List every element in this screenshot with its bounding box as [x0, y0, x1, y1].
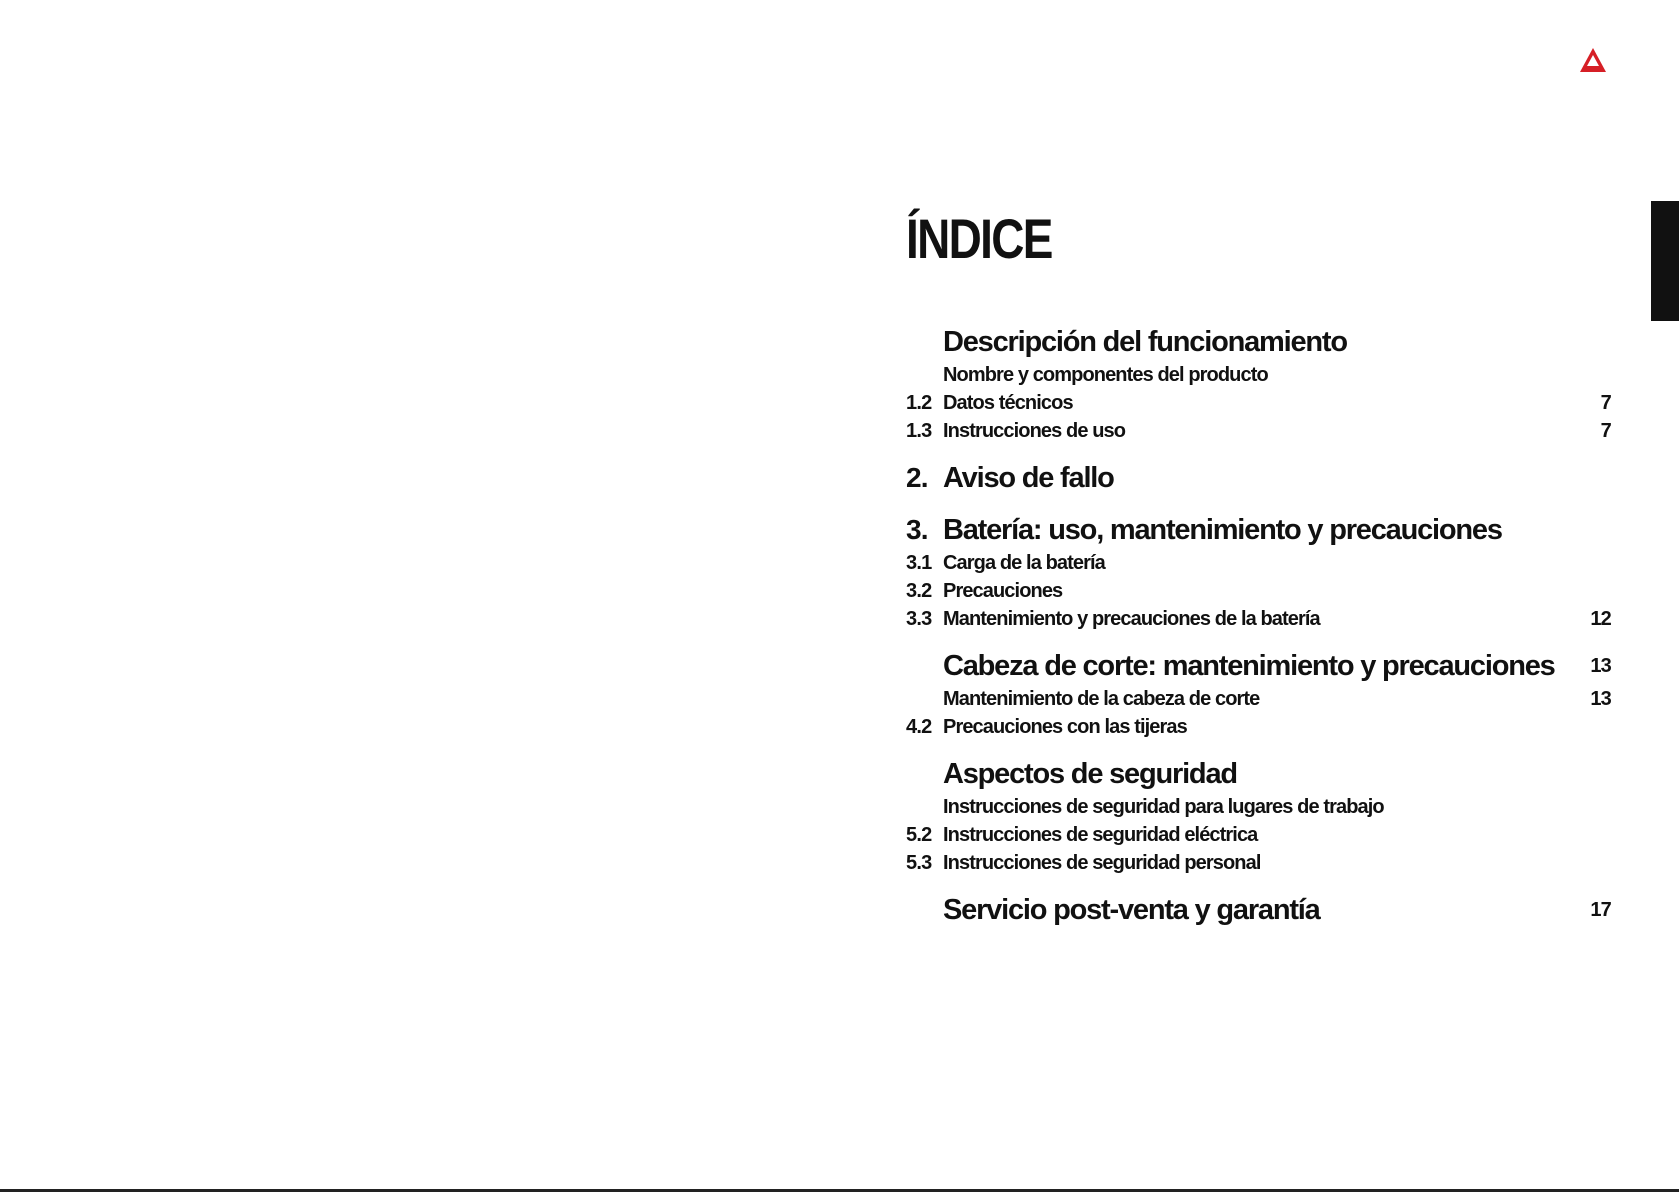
- toc-label: Instrucciones de uso: [943, 419, 1126, 442]
- toc-section: [906, 647, 1611, 741]
- toc-entry[interactable]: [906, 361, 1611, 389]
- toc-entry[interactable]: [906, 821, 1611, 849]
- toc-number: 1.3: [906, 419, 932, 442]
- toc-label: Aspectos de seguridad: [943, 757, 1237, 790]
- toc-number: 3.2: [906, 579, 932, 602]
- toc-label: Descripción del funcionamiento: [943, 325, 1347, 358]
- toc-label: Mantenimiento y precauciones de la batería: [943, 607, 1320, 630]
- toc-number: 2.: [906, 462, 928, 493]
- toc-entry[interactable]: [906, 793, 1611, 821]
- toc-label: Precauciones con las tijeras: [943, 715, 1187, 738]
- toc-section-heading[interactable]: [906, 511, 1611, 549]
- brand-logo-icon: [1578, 46, 1608, 76]
- toc-page-number: 17: [1590, 898, 1611, 921]
- toc-entry[interactable]: [906, 417, 1611, 445]
- toc-entry[interactable]: [906, 849, 1611, 877]
- toc-page-number: 7: [1600, 391, 1611, 414]
- toc-number: 5.3: [906, 851, 932, 874]
- toc-page-number: 13: [1590, 654, 1611, 677]
- toc-section: [906, 511, 1611, 633]
- toc-label: Instrucciones de seguridad para lugares de trabajo: [943, 795, 1384, 818]
- toc-number: 3.: [906, 514, 928, 545]
- toc-number: 4.2: [906, 715, 932, 738]
- toc-page-number: 12: [1590, 607, 1611, 630]
- toc-title: ÍNDICE: [906, 207, 1052, 270]
- toc-label: Carga de la batería: [943, 551, 1105, 574]
- toc-entry[interactable]: [906, 713, 1611, 741]
- toc-entry[interactable]: [906, 577, 1611, 605]
- toc-number: 5.2: [906, 823, 932, 846]
- toc-section-heading[interactable]: [906, 647, 1611, 685]
- toc-label: Batería: uso, mantenimiento y precauciones: [943, 513, 1502, 546]
- toc-label: Precauciones: [943, 579, 1063, 602]
- section-tab-marker: [1651, 201, 1679, 321]
- toc-number: 3.3: [906, 607, 932, 630]
- toc-entry[interactable]: [906, 605, 1611, 633]
- toc-entry[interactable]: [906, 685, 1611, 713]
- toc-label: Instrucciones de seguridad personal: [943, 851, 1261, 874]
- toc-label: Aviso de fallo: [943, 461, 1114, 494]
- toc-section-heading[interactable]: [906, 459, 1611, 497]
- toc-label: Instrucciones de seguridad eléctrica: [943, 823, 1258, 846]
- toc-label: Nombre y componentes del producto: [943, 363, 1268, 386]
- toc-entry[interactable]: [906, 389, 1611, 417]
- table-of-contents: [906, 323, 1611, 943]
- toc-entry[interactable]: [906, 549, 1611, 577]
- toc-number: 3.1: [906, 551, 932, 574]
- toc-section-heading[interactable]: [906, 323, 1611, 361]
- toc-section: [906, 891, 1611, 929]
- toc-section: [906, 323, 1611, 445]
- toc-label: Cabeza de corte: mantenimiento y precauciones: [943, 649, 1555, 682]
- toc-label: Datos técnicos: [943, 391, 1073, 414]
- toc-label: Mantenimiento de la cabeza de corte: [943, 687, 1260, 710]
- toc-page-number: 13: [1590, 687, 1611, 710]
- toc-section-heading[interactable]: [906, 891, 1611, 929]
- toc-label: Servicio post-venta y garantía: [943, 893, 1320, 926]
- toc-section: [906, 459, 1611, 497]
- toc-section-heading[interactable]: [906, 755, 1611, 793]
- toc-page-number: 7: [1600, 419, 1611, 442]
- toc-number: 1.2: [906, 391, 932, 414]
- toc-section: [906, 755, 1611, 877]
